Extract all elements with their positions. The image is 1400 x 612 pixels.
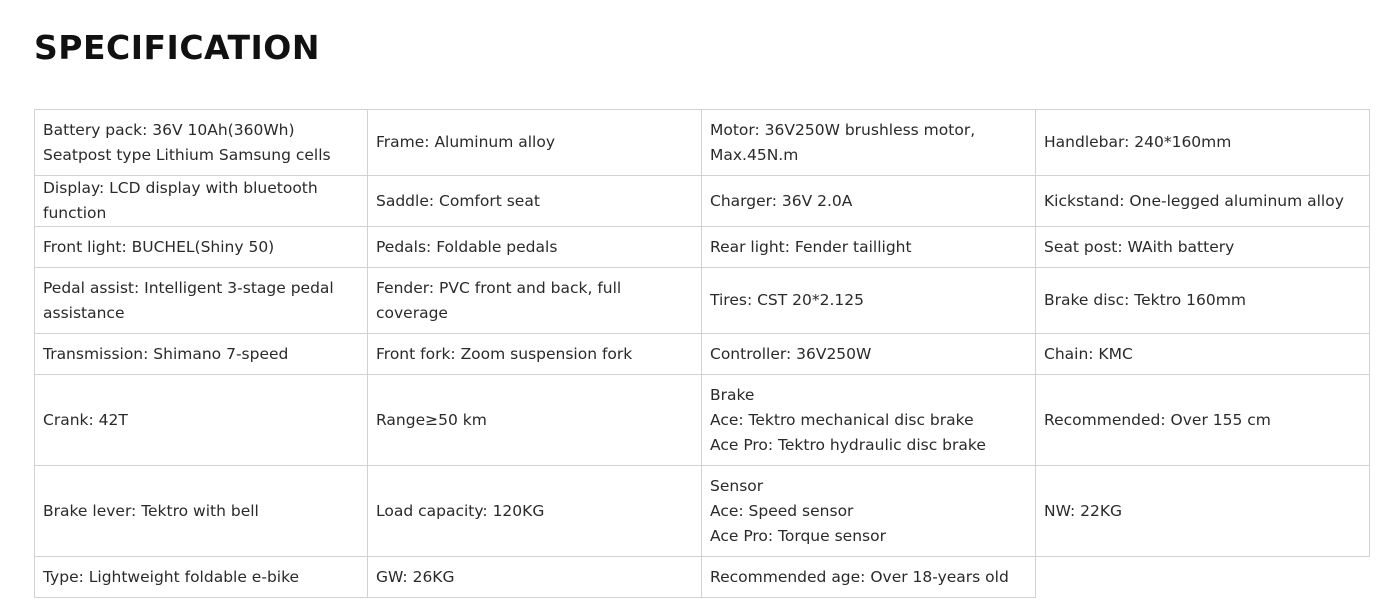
spec-cell-battery-pack: Battery pack: 36V 10Ah(360Wh) Seatpost type Lithium Samsung cells xyxy=(35,110,368,176)
spec-cell-charger: Charger: 36V 2.0A xyxy=(702,176,1036,227)
sensor-heading: Sensor xyxy=(710,476,764,495)
spec-cell-pedals: Pedals: Foldable pedals xyxy=(368,227,702,268)
spec-cell-motor: Motor: 36V250W brushless motor, Max.45N.m xyxy=(702,110,1036,176)
spec-cell-saddle: Saddle: Comfort seat xyxy=(368,176,702,227)
spec-cell-tires: Tires: CST 20*2.125 xyxy=(702,268,1036,334)
page-title: SPECIFICATION xyxy=(34,28,320,67)
spec-cell-brake-disc: Brake disc: Tektro 160mm xyxy=(1036,268,1370,334)
spec-cell-type: Type: Lightweight foldable e-bike xyxy=(35,557,368,598)
spec-cell-handlebar: Handlebar: 240*160mm xyxy=(1036,110,1370,176)
spec-cell-recommended-height: Recommended: Over 155 cm xyxy=(1036,375,1370,466)
spec-cell-chain: Chain: KMC xyxy=(1036,334,1370,375)
brake-ace-line: Ace: Tektro mechanical disc brake xyxy=(710,410,974,429)
empty-cell xyxy=(1036,557,1370,598)
spec-cell-brake xyxy=(702,375,1036,466)
table-row xyxy=(35,557,1370,598)
table-row xyxy=(35,375,1370,466)
spec-cell-front-light: Front light: BUCHEL(Shiny 50) xyxy=(35,227,368,268)
table-row xyxy=(35,227,1370,268)
spec-cell-pedal-assist: Pedal assist: Intelligent 3-stage pedal assistance xyxy=(35,268,368,334)
brake-ace-pro-line: Ace Pro: Tektro hydraulic disc brake xyxy=(710,435,986,454)
brake-heading: Brake xyxy=(710,385,755,404)
spec-cell-display: Display: LCD display with bluetooth function xyxy=(35,176,368,227)
spec-cell-range: Range≥50 km xyxy=(368,375,702,466)
spec-cell-front-fork: Front fork: Zoom suspension fork xyxy=(368,334,702,375)
spec-cell-gross-weight: GW: 26KG xyxy=(368,557,702,598)
spec-cell-frame: Frame: Aluminum alloy xyxy=(368,110,702,176)
spec-cell-sensor xyxy=(702,466,1036,557)
spec-cell-crank: Crank: 42T xyxy=(35,375,368,466)
spec-cell-seat-post: Seat post: WAith battery xyxy=(1036,227,1370,268)
sensor-ace-line: Ace: Speed sensor xyxy=(710,501,854,520)
table-row xyxy=(35,466,1370,557)
table-row xyxy=(35,268,1370,334)
spec-cell-kickstand: Kickstand: One-legged aluminum alloy xyxy=(1036,176,1370,227)
spec-cell-brake-lever: Brake lever: Tektro with bell xyxy=(35,466,368,557)
specification-table xyxy=(34,109,1370,598)
spec-cell-net-weight: NW: 22KG xyxy=(1036,466,1370,557)
sensor-ace-pro-line: Ace Pro: Torque sensor xyxy=(710,526,886,545)
table-row xyxy=(35,110,1370,176)
spec-cell-transmission: Transmission: Shimano 7-speed xyxy=(35,334,368,375)
table-row xyxy=(35,334,1370,375)
spec-cell-load-capacity: Load capacity: 120KG xyxy=(368,466,702,557)
table-row xyxy=(35,176,1370,227)
spec-cell-recommended-age: Recommended age: Over 18-years old xyxy=(702,557,1036,598)
spec-cell-fender: Fender: PVC front and back, full coverage xyxy=(368,268,702,334)
spec-cell-controller: Controller: 36V250W xyxy=(702,334,1036,375)
spec-cell-rear-light: Rear light: Fender taillight xyxy=(702,227,1036,268)
